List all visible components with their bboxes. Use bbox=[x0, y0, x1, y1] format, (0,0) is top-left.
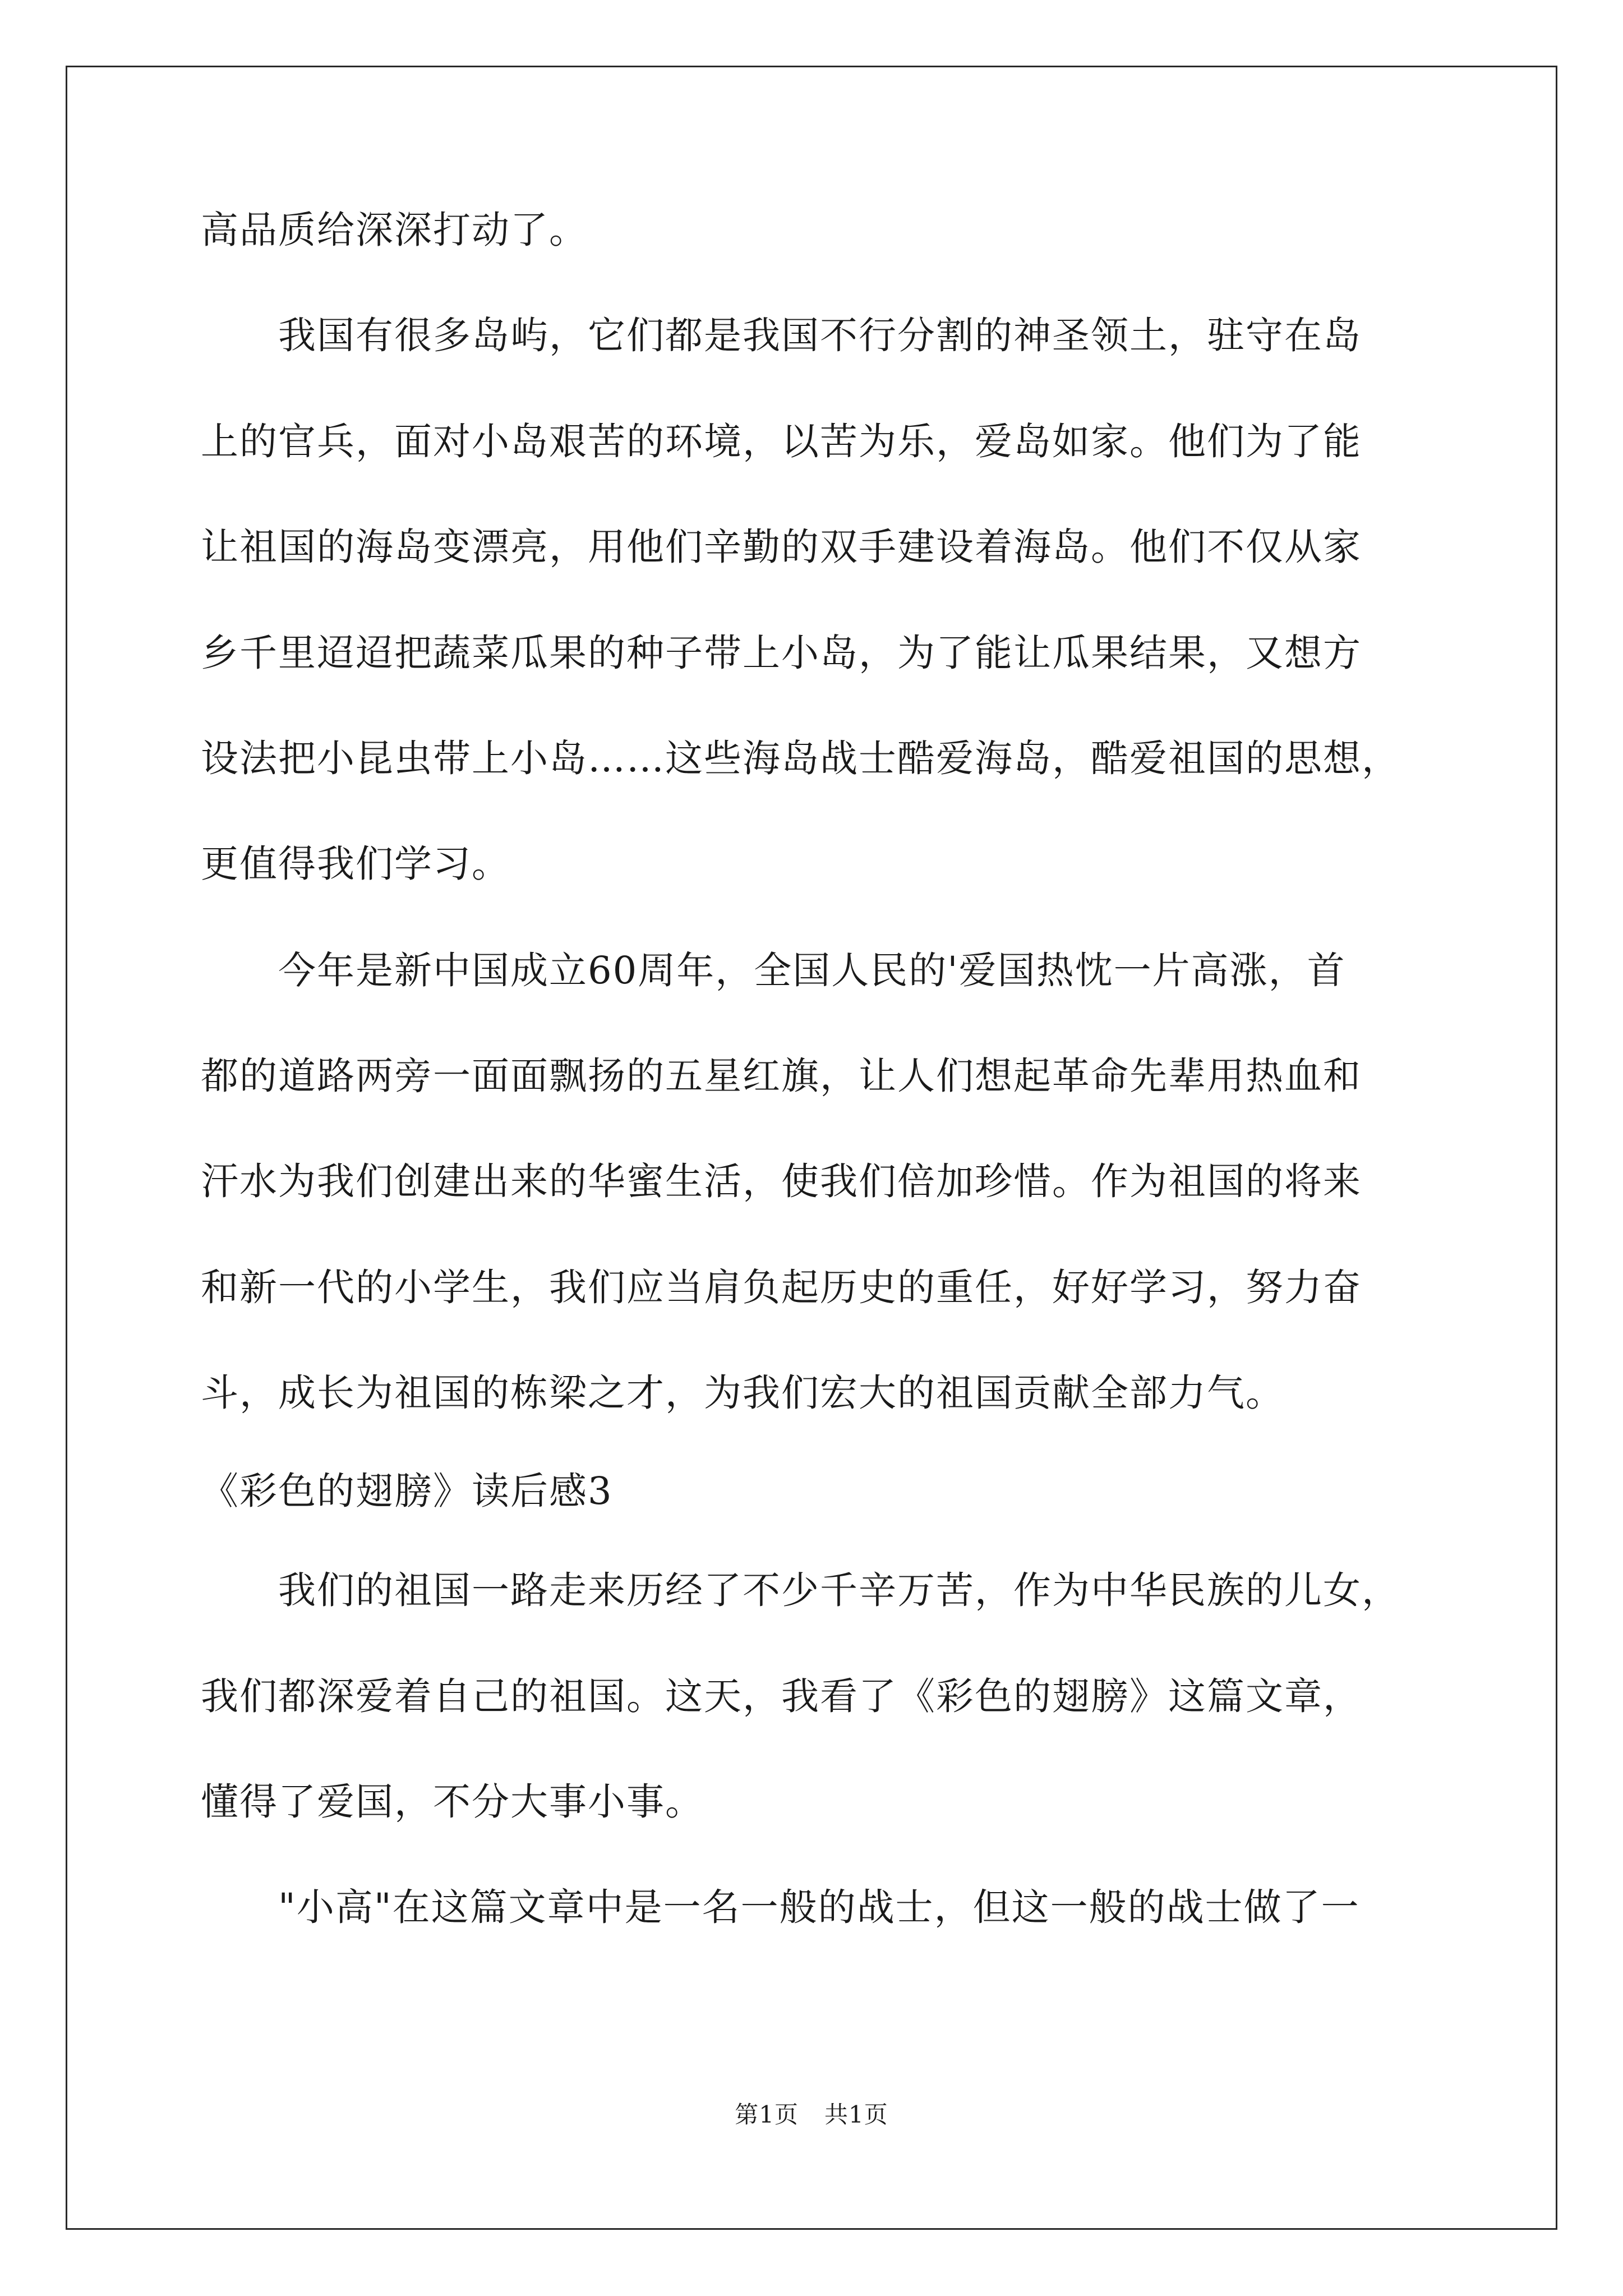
text-line: 和新一代的小学生，我们应当肩负起历史的重任，好好学习，努力奋 bbox=[201, 1266, 1362, 1309]
text-line: 高品质给深深打动了。 bbox=[201, 208, 588, 252]
text-line: 斗，成长为祖国的栋梁之才，为我们宏大的祖国贡献全部力气。 bbox=[201, 1371, 1284, 1415]
text-line: 我们都深爱着自己的祖国。这天，我看了《彩色的翅膀》这篇文章， bbox=[201, 1674, 1362, 1718]
text-line: 懂得了爱国，不分大事小事。 bbox=[201, 1780, 704, 1824]
page-footer bbox=[0, 2101, 1623, 2129]
text-line: 汗水为我们创建出来的华蜜生活，使我们倍加珍惜。作为祖国的将来 bbox=[201, 1159, 1362, 1203]
text-line: 设法把小昆虫带上小岛……这些海岛战士酷爱海岛，酷爱祖国的思想， bbox=[201, 737, 1400, 780]
page-total: 共1页 bbox=[824, 2101, 888, 2128]
text-line: "小高"在这篇文章中是一名一般的战士，但这一般的战士做了一 bbox=[201, 1885, 1360, 1929]
text-line: 都的道路两旁一面面飘扬的五星红旗，让人们想起革命先辈用热血和 bbox=[201, 1054, 1362, 1098]
text-line: 让祖国的海岛变漂亮，用他们辛勤的双手建设着海岛。他们不仅从家 bbox=[201, 525, 1362, 569]
section-heading: 《彩色的翅膀》读后感3 bbox=[201, 1469, 613, 1513]
text-line: 我们的祖国一路走来历经了不少千辛万苦，作为中华民族的儿女， bbox=[201, 1568, 1400, 1612]
text-line: 今年是新中国成立60周年，全国人民的'爱国热忱一片高涨，首 bbox=[201, 949, 1346, 992]
text-line: 我国有很多岛屿，它们都是我国不行分割的神圣领土，驻守在岛 bbox=[201, 314, 1362, 357]
page-number: 第1页 bbox=[735, 2101, 799, 2128]
text-line: 更值得我们学习。 bbox=[201, 842, 510, 886]
text-line: 乡千里迢迢把蔬菜瓜果的种子带上小岛，为了能让瓜果结果，又想方 bbox=[201, 631, 1362, 675]
text-line: 上的官兵，面对小岛艰苦的环境，以苦为乐，爱岛如家。他们为了能 bbox=[201, 420, 1362, 463]
